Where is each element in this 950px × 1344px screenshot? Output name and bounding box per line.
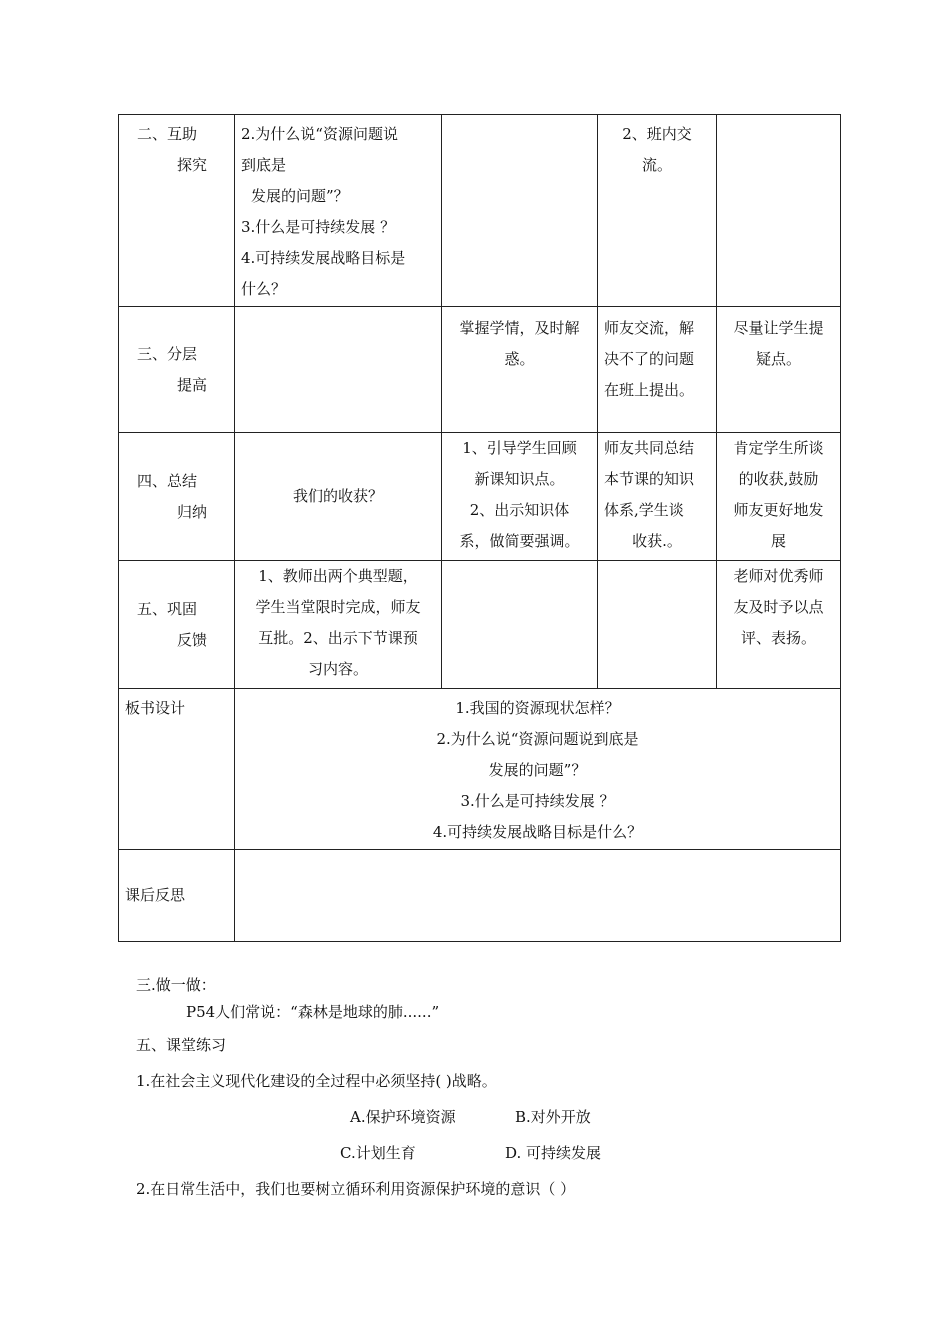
heading-practice: 五、课堂练习: [136, 1036, 227, 1054]
option-d: D. 可持续发展: [505, 1144, 602, 1162]
stage-label: 二、互助: [137, 125, 198, 143]
reflection-cell: [235, 850, 841, 942]
table-row: [119, 433, 841, 561]
cell-text: 掌握学情，及时解: [459, 319, 580, 337]
table-row: [119, 561, 841, 689]
content-cell: [235, 561, 442, 689]
option-c: C.计划生育: [340, 1144, 416, 1162]
cell-text: 疑点。: [755, 350, 801, 368]
board-design-label: 板书设计: [125, 699, 186, 717]
cell-text: 体系,学生谈: [604, 501, 684, 519]
cell-text: 友及时予以点: [733, 598, 824, 616]
student-cell: [598, 433, 717, 561]
stage-label: 探究: [177, 156, 208, 174]
cell-text: 2、班内交: [622, 125, 692, 143]
stage-cell: [119, 561, 235, 689]
cell-text: 惑。: [504, 350, 535, 368]
stage-cell: [119, 307, 235, 433]
content-cell: [235, 307, 442, 433]
stage-label: 提高: [177, 375, 208, 394]
student-cell: [598, 307, 717, 433]
cell-text: 展: [770, 532, 786, 550]
intent-cell: [717, 307, 841, 433]
cell-text: 肯定学生所谈: [733, 439, 824, 457]
table-row: [119, 850, 841, 942]
intent-cell: [717, 115, 841, 307]
teacher-cell: [442, 307, 598, 433]
cell-text: 老师对优秀师: [733, 567, 824, 585]
board-line: 发展的问题”？: [488, 761, 587, 779]
heading-do-it: 三.做一做：: [136, 976, 216, 994]
cell-text: 发展的问题”？: [251, 187, 349, 205]
board-line: 4.可持续发展战略目标是什么？: [432, 823, 643, 841]
cell-text: 3.什么是可持续发展 ？: [241, 218, 396, 236]
intent-cell: [717, 561, 841, 689]
cell-text: 什么？: [241, 280, 287, 298]
board-design-label-cell: [119, 689, 235, 850]
reflection-label-cell: [119, 850, 235, 942]
cell-text: 1、引导学生回顾: [462, 439, 577, 457]
cell-text: 4.可持续发展战略目标是: [241, 249, 406, 267]
cell-text: 互批。2、出示下节课预: [258, 629, 418, 647]
teacher-cell: [442, 433, 598, 561]
reflection-label: 课后反思: [125, 886, 186, 904]
stage-cell: [119, 433, 235, 561]
table-row: [119, 115, 841, 307]
cell-text: 新课知识点。: [474, 470, 565, 488]
p54-text: P54人们常说：“森林是地球的肺......”: [186, 1003, 440, 1021]
student-cell: [598, 115, 717, 307]
cell-text: 1、教师出两个典型题，: [258, 567, 418, 585]
cell-text: 我们的收获？: [292, 487, 383, 505]
intent-cell: [717, 433, 841, 561]
stage-label: 四、总结: [137, 471, 198, 490]
stage-cell: [119, 115, 235, 307]
stage-label: 反馈: [177, 630, 208, 649]
question-2: 2.在日常生活中，我们也要树立循环利用资源保护环境的意识（ ）: [136, 1180, 576, 1198]
cell-text: 学生当堂限时完成，师友: [255, 598, 421, 616]
board-line: 2.为什么说“资源问题说到底是: [436, 730, 639, 748]
cell-text: 尽量让学生提: [733, 319, 824, 337]
cell-text: 评、表扬。: [740, 629, 816, 647]
board-design-cell: [235, 689, 841, 850]
lesson-plan-table: [118, 114, 841, 942]
cell-text: 到底是: [241, 156, 287, 174]
content-cell: [235, 115, 442, 307]
table-row: [119, 689, 841, 850]
question-1: 1.在社会主义现代化建设的全过程中必须坚持( )战略。: [136, 1072, 497, 1090]
option-b: B.对外开放: [515, 1108, 591, 1126]
cell-text: 流。: [641, 156, 672, 174]
table-row: [119, 307, 841, 433]
cell-text: 师友交流，解: [604, 319, 695, 337]
cell-text: 收获.。: [632, 532, 682, 550]
cell-text: 习内容。: [307, 660, 368, 678]
cell-text: 2.为什么说“资源问题说: [241, 125, 398, 143]
teacher-cell: [442, 115, 598, 307]
cell-text: 在班上提出。: [604, 381, 695, 399]
cell-text: 的收获,鼓励: [738, 470, 819, 488]
cell-text: 本节课的知识: [604, 470, 695, 488]
cell-text: 2、出示知识体: [469, 501, 570, 519]
content-cell: [235, 433, 442, 561]
teacher-cell: [442, 561, 598, 689]
cell-text: 系，做简要强调。: [459, 532, 580, 550]
option-a: A.保护环境资源: [350, 1108, 456, 1126]
stage-label: 三、分层: [137, 344, 198, 363]
stage-label: 五、巩固: [137, 599, 198, 618]
board-line: 3.什么是可持续发展 ？: [460, 792, 615, 810]
board-line: 1.我国的资源现状怎样？: [455, 699, 620, 717]
student-cell: [598, 561, 717, 689]
cell-text: 师友共同总结: [604, 439, 695, 457]
cell-text: 决不了的问题: [604, 350, 695, 368]
stage-label: 归纳: [177, 502, 208, 521]
cell-text: 师友更好地发: [733, 501, 824, 519]
